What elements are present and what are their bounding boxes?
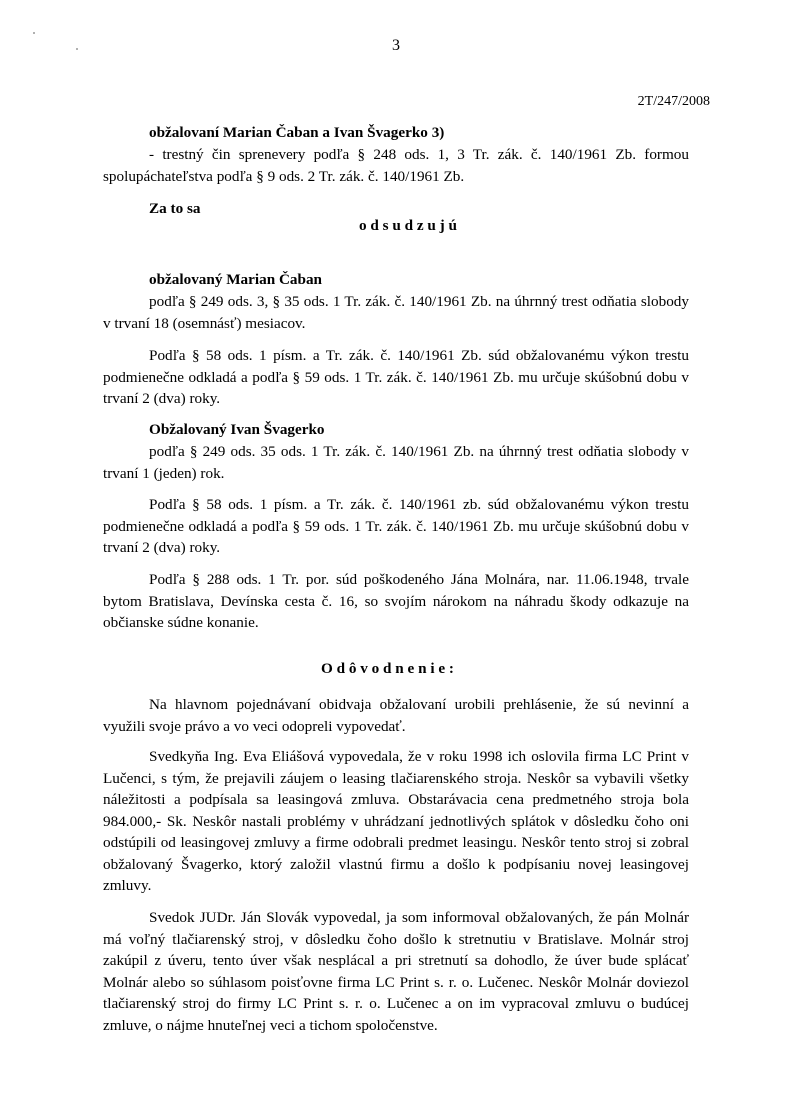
page-number: 3 — [392, 37, 400, 54]
caban-probation: Podľa § 58 ods. 1 písm. a Tr. zák. č. 140/1961 Zb. súd obžalovanému výkon trestu podmienečne odkladá a podľa § 59 ods. 1 Tr. zák. č. 140/1961 Zb. mu určuje skúšobnú dobu v trvaní 2 (dva) roky. — [103, 347, 689, 407]
svagerko-probation: Podľa § 58 ods. 1 písm. a Tr. zák. č. 140/1961 zb. súd obžalovanému výkon trestu podmienečne odkladá a podľa § 59 ods. 1 Tr. zák. č. 140/1961 Zb. mu určuje skúšobnú dobu v trvaní 2 (dva) roky. — [103, 496, 689, 556]
caban-heading: obžalovaný Marian Čaban — [149, 271, 322, 288]
verdict-intro: Za to sa — [149, 200, 201, 217]
reasoning-paragraph-3: Svedok JUDr. Ján Slovák vypovedal, ja som informoval obžalovaných, že pán Molnár má voľný tlačiarenský stroj, v dôsledku čoho došlo k stretnutiu v Bratislave. Molnár stroj zakúpil z úveru, tento úver však nesplácal a pri stretnutí sa dohodlo, že úver bude splácať Molnár alebo so súhlasom poisťovne firma LC Print s. r. o. Lučenec. Neskôr Molnár doviezol tlačiarenský stroj do firmy LC Print s. r. o. Lučenec a on im vypracoval zmluvu o budúcej zmluve, o nájme hnuteľnej veci a tichom spoločenstve. — [103, 909, 689, 1034]
reasoning-heading: Odôvodnenie: — [321, 660, 458, 677]
damages-paragraph: Podľa § 288 ods. 1 Tr. por. súd poškodeného Jána Molnára, nar. 11.06.1948, trvale bytom Bratislava, Devínska cesta č. 16, so svojím nárokom na náhradu škody odkazuje na občianske súdne konanie. — [103, 571, 689, 631]
case-number: 2T/247/2008 — [637, 94, 710, 109]
svagerko-heading: Obžalovaný Ivan Švagerko — [149, 421, 325, 438]
reasoning-paragraph-2: Svedkyňa Ing. Eva Eliášová vypovedala, že v roku 1998 ich oslovila firma LC Print v Lučenci, s tým, že prejavili záujem o leasing tlačiarenského stroja. Neskôr sa vybavili všetky náležitosti a podpísala sa leasingová zmluva. Obstarávacia cena predmetného stroja bola 984.000,- Sk. Neskôr nastali problémy v uhrádzaní jednotlivých splátok v dôsledku čoho oni odstúpili od leasingovej zmluvy a firme odobrali predmet leasingu. Neskôr tento stroj si zobral obžalovaný Švagerko, ktorý založil vlastnú firmu a došlo k podpísaniu novej leasingovej zmluvy. — [103, 748, 689, 894]
svagerko-sentence: podľa § 249 ods. 35 ods. 1 Tr. zák. č. 140/1961 Zb. na úhrnný trest odňatia slobody v trvaní 1 (jeden) rok. — [103, 443, 689, 482]
charge-text: - trestný čin sprenevery podľa § 248 ods. 1, 3 Tr. zák. č. 140/1961 Zb. formou spolupáchateľstva podľa § 9 ods. 2 Tr. zák. č. 140/1961 Zb. — [103, 146, 689, 185]
caban-sentence: podľa § 249 ods. 3, § 35 ods. 1 Tr. zák. č. 140/1961 Zb. na úhrnný trest odňatia slobody v trvaní 18 (osemnásť) mesiacov. — [103, 293, 689, 332]
scan-speck — [33, 32, 35, 34]
verdict-word: odsudzujú — [359, 217, 461, 234]
defendants-heading: obžalovaní Marian Čaban a Ivan Švagerko 3) — [149, 124, 445, 141]
reasoning-paragraph-1: Na hlavnom pojednávaní obidvaja obžalovaní urobili prehlásenie, že sú nevinní a využili svoje právo a vo veci odopreli vypovedať. — [103, 696, 689, 735]
